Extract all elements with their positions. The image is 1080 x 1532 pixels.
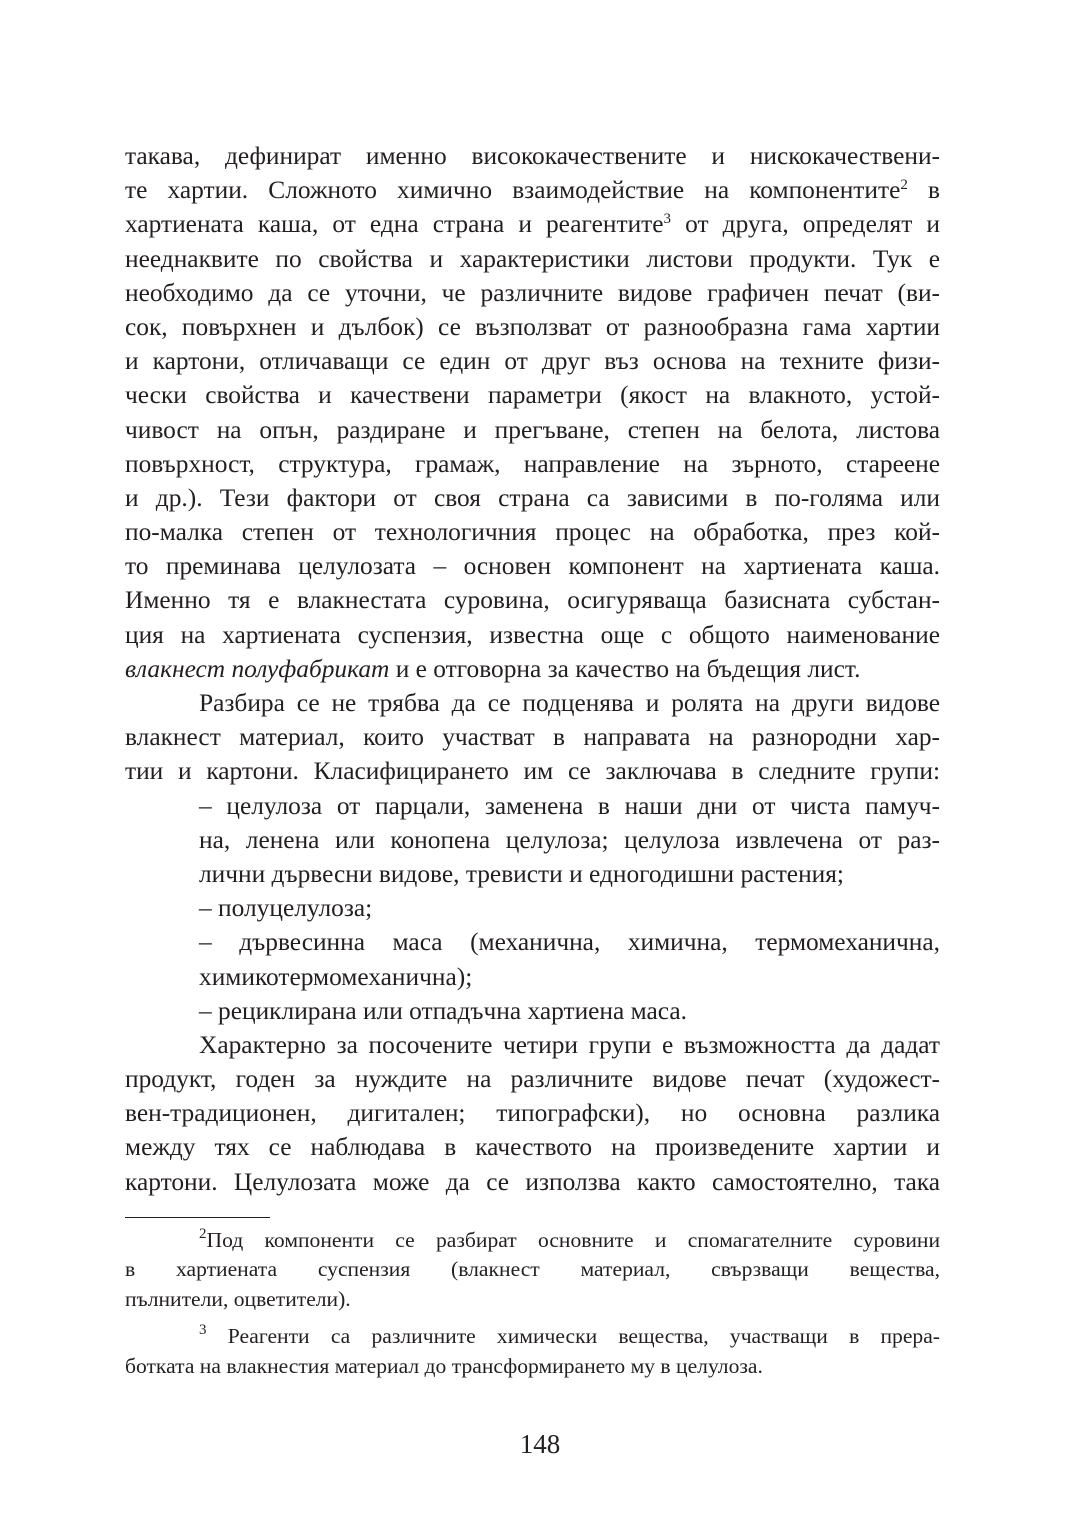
- text-line: такава, дефинират именно висококачествените и нискокачествени-: [125, 142, 940, 170]
- text-line: картони. Целулозата може да се използва както самостоятелно, така: [125, 1167, 940, 1196]
- text-line: Характерно за посочените четири групи е възможността да дадат: [199, 1030, 940, 1059]
- text-line: вен-традиционен, дигитален; типографски), но основна разлика: [125, 1099, 940, 1128]
- text-line: ция на хартиената суспензия, известна още с общото наименование: [125, 620, 940, 649]
- italic-term: влакнест полуфабрикат: [125, 654, 390, 683]
- footnote-mark-2: 2: [199, 1226, 207, 1242]
- text-line: хартиената каша, от една страна и реагентите$^3$ от друга, определят и: [125, 210, 940, 239]
- text-line: продукт, годен за нуждите на различните видове печат (художест-: [125, 1065, 940, 1094]
- list-item-cont: лични дървесни видове, тревисти и едногодишни растения;: [199, 859, 844, 888]
- text-line: чески свойства и качествени параметри (якост на влакното, устой-: [125, 381, 940, 410]
- text-line: влакнест полуфабрикат и е отговорна за качество на бъдещия лист.: [125, 654, 861, 683]
- text-line: сок, повърхнен и дълбок) се възползват от разнообразна гама хартии: [125, 312, 940, 341]
- footnote-ref-3: 3: [663, 211, 672, 228]
- text-line: повърхност, структура, грамаж, направление на зърното, стареене: [125, 449, 940, 478]
- text-line: между тях се наблюдава в качеството на произведените хартии и: [125, 1133, 940, 1162]
- footnote-3: $^3$ Реагенти са различните химически вещества, участващи в прера-: [199, 1322, 940, 1349]
- footnote-ref-2: 2: [900, 177, 908, 194]
- footnote-line: пълнители, оцветители).: [125, 1286, 351, 1311]
- list-item: – дървесинна маса (механична, химична, термомеханична,: [199, 928, 940, 957]
- text-line: влакнест материал, които участват в направата на разнородни хар-: [125, 723, 940, 752]
- text-line: то преминава целулозата – основен компонент на хартиената каша.: [125, 552, 940, 581]
- footnotes: [125, 1226, 940, 1381]
- list-item-cont: на, ленена или конопена целулоза; целулоза извлечена от раз-: [199, 825, 940, 854]
- text-line: нееднаквите по свойства и характеристики листови продукти. Тук е: [125, 244, 940, 273]
- main-text: [125, 139, 940, 1199]
- text-line: тии и картони. Класифицирането им се заключава в следните групи:: [125, 757, 940, 786]
- text-line: и картони, отличаващи се един от друг въз основа на техните физи-: [125, 347, 940, 376]
- page-number: 148: [519, 1429, 561, 1459]
- footnote-line: в хартиената суспензия (влакнест материал, свързващи вещества,: [125, 1257, 940, 1282]
- footnote-separator: [125, 1217, 270, 1218]
- list-item: – целулоза от парцали, заменена в наши дни от чиста памуч-: [199, 791, 940, 820]
- list-item-cont: химикотермомеханична);: [199, 962, 473, 991]
- text-line: по-малка степен от технологичния процес на обработка, през кой-: [125, 518, 940, 547]
- text-line: Разбира се не трябва да се подценява и ролята на други видове: [199, 689, 940, 717]
- text-line: чивост на опън, раздиране и прегъване, степен на белота, листова: [125, 415, 940, 444]
- text-line: Именно тя е влакнестата суровина, осигуряваща базисната субстан-: [125, 586, 940, 615]
- footnote-mark-3: 3: [199, 1322, 207, 1339]
- footnote-2: $^2$Под компоненти се разбират основните и спомагателните суровини: [199, 1226, 940, 1252]
- footnote-line: ботката на влакнестия материал до трансформирането му в целулоза.: [125, 1353, 763, 1378]
- text-line: и др.). Тези фактори от своя страна са зависими в по-голяма или: [125, 483, 940, 512]
- text-line: те хартии. Сложното химично взаимодействие на компонентите$^2$ в: [125, 176, 940, 205]
- text-line: необходимо да се уточни, че различните видове графичен печат (ви-: [125, 278, 940, 307]
- list-item: – полуцелулоза;: [199, 894, 373, 923]
- list-item: – рециклирана или отпадъчна хартиена маса.: [199, 996, 687, 1025]
